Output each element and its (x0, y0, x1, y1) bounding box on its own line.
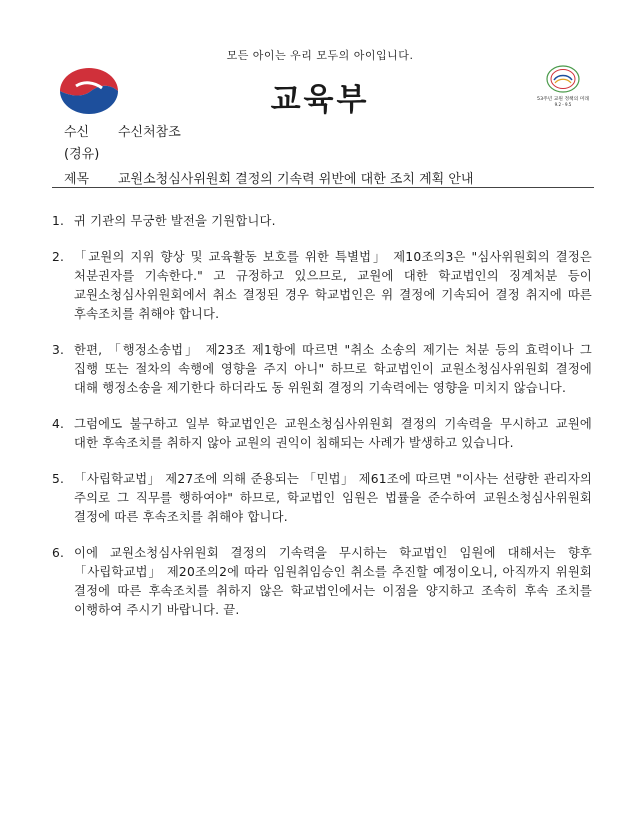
item-text: 귀 기관의 무궁한 발전을 기원합니다. (74, 214, 276, 228)
anniversary-emblem-icon (534, 64, 592, 114)
slogan: 모든 아이는 우리 모두의 아이입니다. (226, 49, 414, 62)
list-item (52, 341, 592, 398)
item-number: 3. (52, 343, 65, 357)
via-row (64, 143, 99, 162)
item-text: 「교원의 지위 향상 및 교육활동 보호를 위한 특별법」 제10조의3은 "심사위원회의 결정은 처분권자를 기속한다." 고 규정하고 있으므로, 교원에 대한 학교법인의 징계처분 등이 교원소청심사위원회에서 취소 결정된 경우 학교법인은 위 결정에 기속되어 결정 취지에 따른 후속조치를 취해야 합니다. (74, 250, 592, 321)
list-item (52, 212, 592, 231)
item-number: 4. (52, 417, 65, 431)
subject-underline (52, 187, 594, 188)
emblem-caption: 53주년 교원 정책의 미래 (537, 96, 589, 102)
list-item (52, 415, 592, 453)
subject-value: 교원소청심사위원회 결정의 기속력 위반에 대한 조치 계획 안내 (118, 172, 474, 187)
recipient-label: 수신 (64, 125, 90, 140)
ministry-name: 교육부 (270, 82, 370, 118)
item-number: 2. (52, 250, 65, 264)
item-number: 6. (52, 546, 65, 560)
item-text: 이에 교원소청심사위원회 결정의 기속력을 무시하는 학교법인 임원에 대해서는 향후 「사립학교법」 제20조의2에 따라 임원취임승인 취소를 추진할 예정이오니, 아직까지 위원회 결정에 따른 후속조치를 취하지 않은 학교법인에서는 이점을 양지하고 조속히 후속 조치를 이행하여 주시기 바랍니다. 끝. (74, 546, 592, 617)
via-label: (경유) (64, 147, 100, 162)
document-body (52, 212, 592, 637)
item-text: 「사립학교법」 제27조에 의해 준용되는 「민법」 제61조에 따르면 "이사는 선량한 관리자의 주의로 그 직무를 행하여야" 하므로, 학교법인 임원은 법률을 준수하여 교원소청심사위원회 결정에 따른 후속조치를 취해야 합니다. (74, 472, 592, 524)
item-number: 1. (52, 214, 65, 228)
item-text: 한편, 「행정소송법」 제23조 제1항에 따르면 "취소 소송의 제기는 처분 등의 효력이나 그 집행 또는 절차의 속행에 영향을 주지 아니" 하므로 학교법인이 교원소청심사위원회 결정에 대해 행정소송을 제기한다 하더라도 동 위원회 결정의 기속력에는 영향을 미치지 않습니다. (74, 343, 592, 395)
recipient-value: 수신처참조 (118, 125, 181, 140)
subject-label: 제목 (64, 172, 90, 187)
item-text: 그럼에도 불구하고 일부 학교법인은 교원소청심사위원회 결정의 기속력을 무시하고 교원에 대한 후속조치를 취하지 않아 교원의 권익이 침해되는 사례가 발생하고 있습니다. (74, 417, 592, 450)
recipient-row (64, 121, 181, 140)
emblem-date: 9.2 - 9.5 (554, 102, 572, 107)
list-item (52, 470, 592, 527)
subject-row (64, 168, 592, 187)
list-item (52, 248, 592, 324)
list-item (52, 544, 592, 620)
item-number: 5. (52, 472, 65, 486)
